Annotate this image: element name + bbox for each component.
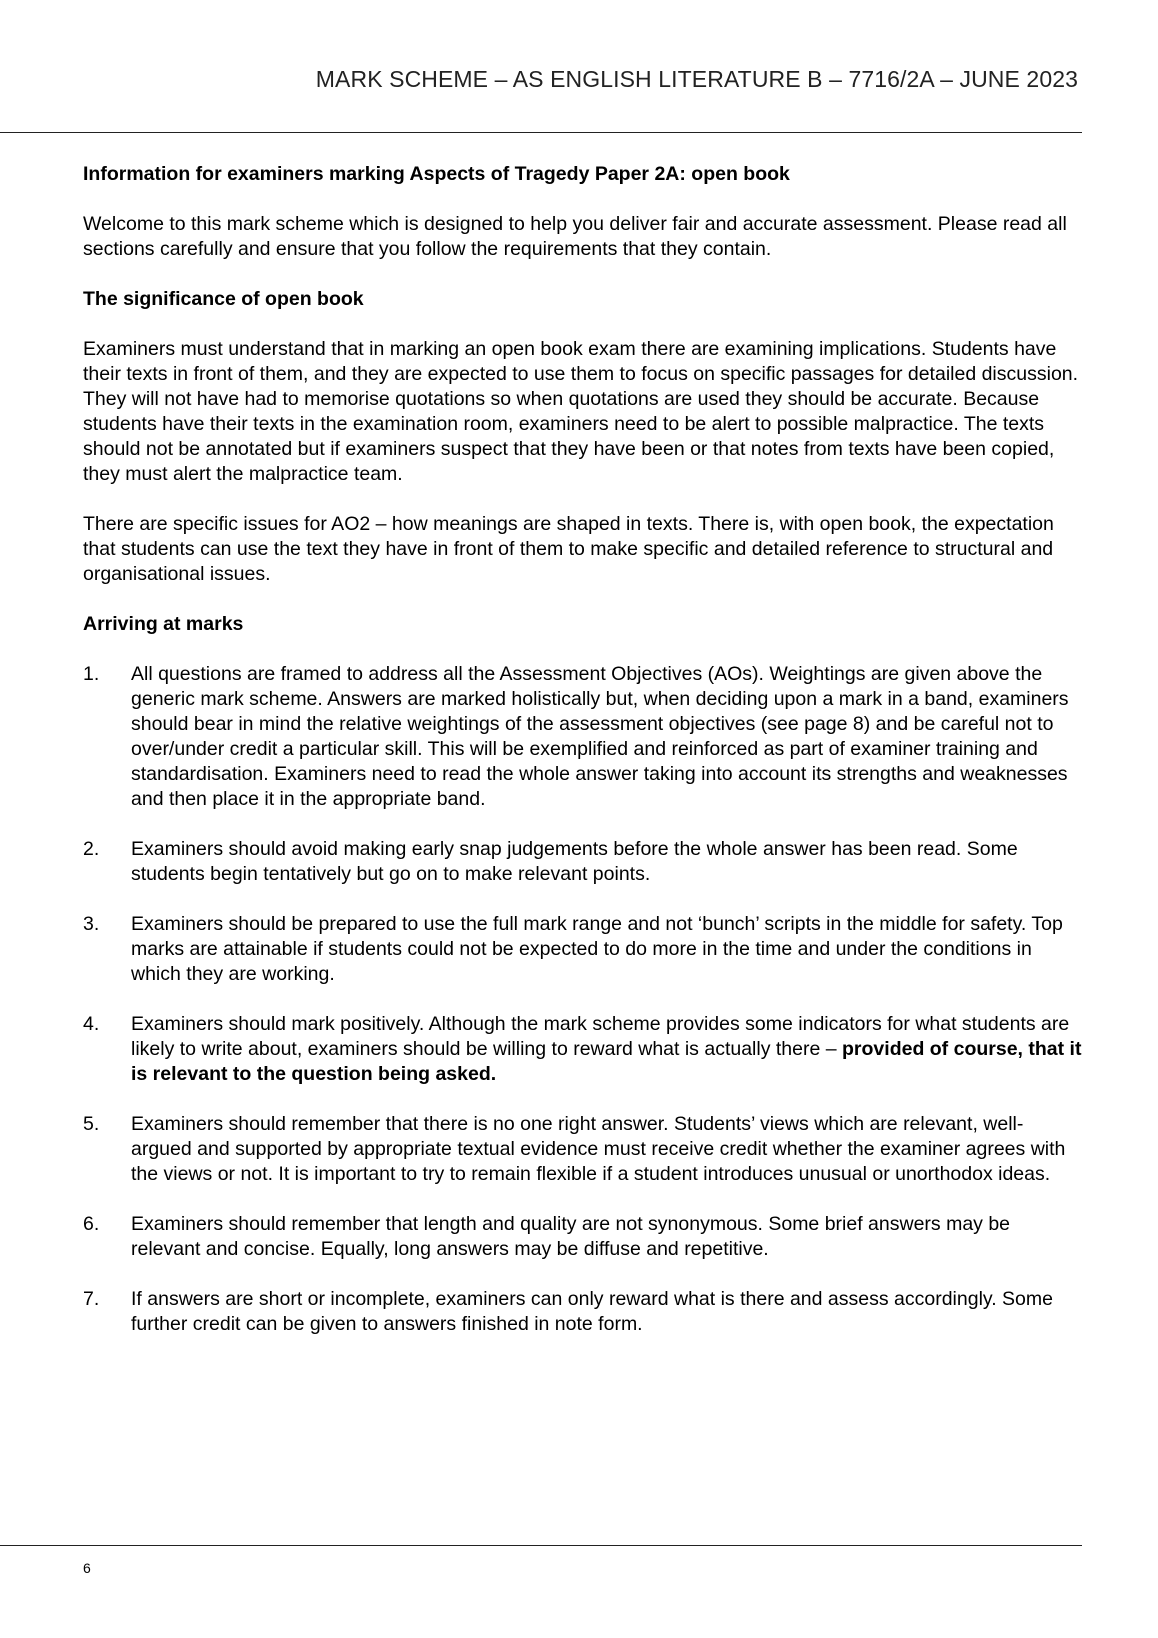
list-item-number: 7. xyxy=(83,1288,100,1310)
list-item-number: 5. xyxy=(83,1113,100,1135)
open-book-paragraph-2: There are specific issues for AO2 – how meanings are shaped in texts. There is, with open book, the expectation that students can use the text they have in front of them to make specific and detailed reference to structural and organisational issues. xyxy=(83,513,1054,585)
list-item-text: Examiners should mark positively. Although the mark scheme provides some indicators for what students are likely to write about, examiners should be willing to reward what is actually there – xyxy=(131,1013,1070,1060)
footer-divider xyxy=(0,1545,1082,1546)
welcome-paragraph: Welcome to this mark scheme which is designed to help you deliver fair and accurate assessment. Please read all sections carefully and ensure that you follow the requirements that they contain. xyxy=(83,213,1067,260)
header-divider xyxy=(0,132,1082,133)
list-item xyxy=(83,662,1083,812)
list-item-text: Examiners should remember that there is no one right answer. Students’ views which are relevant, well-argued and supported by appropriate textual evidence must receive credit whether the examiner agrees with the views or not. It is important to try to remain flexible if a student introduces unusual or unorthodox ideas. xyxy=(131,1113,1066,1185)
list-item xyxy=(83,837,1083,887)
list-item-text: Examiners should be prepared to use the full mark range and not ‘bunch’ scripts in the middle for safety. Top marks are attainable if students could not be expected to do more in the time and under the conditions in which they are working. xyxy=(131,913,1063,985)
list-item-number: 1. xyxy=(83,663,100,685)
list-item-text: Examiners should remember that length and quality are not synonymous. Some brief answers may be relevant and concise. Equally, long answers may be diffuse and repetitive. xyxy=(131,1213,1011,1260)
list-item-text: If answers are short or incomplete, examiners can only reward what is there and assess accordingly. Some further credit can be given to answers finished in note form. xyxy=(131,1288,1053,1335)
open-book-paragraph-1: Examiners must understand that in marking an open book exam there are examining implications. Students have their texts in front of them, and they are expected to use them to focus on specific passages for detailed discussion. They will not have had to memorise quotations so when quotations are used they should be accurate. Because students have their texts in the examination room, examiners need to be alert to possible malpractice. The texts should not be annotated but if examiners suspect that they have been or that notes from texts have been copied, they must alert the malpractice team. xyxy=(83,338,1079,485)
list-item xyxy=(83,1012,1083,1087)
list-item-number: 4. xyxy=(83,1013,100,1035)
list-item xyxy=(83,912,1083,987)
list-item xyxy=(83,1287,1083,1337)
list-item-bold-text: provided of course, that it is relevant to the question being asked. xyxy=(131,1038,1082,1085)
open-book-heading: The significance of open book xyxy=(83,288,364,310)
list-item-number: 6. xyxy=(83,1213,100,1235)
list-item-text: Examiners should avoid making early snap judgements before the whole answer has been read. Some students begin tentatively but go on to make relevant points. xyxy=(131,838,1018,885)
page-number: 6 xyxy=(83,1560,91,1576)
arriving-at-marks-heading: Arriving at marks xyxy=(83,613,244,635)
list-item-text: All questions are framed to address all the Assessment Objectives (AOs). Weightings are given above the generic mark scheme. Answers are marked holistically but, when deciding upon a mark in a band, examiners should bear in mind the relative weightings of the assessment objectives (see page 8) and be careful not to over/under credit a particular skill. This will be exemplified and reinforced as part of examiner training and standardisation. Examiners need to read the whole answer taking into account its strengths and weaknesses and then place it in the appropriate band. xyxy=(131,663,1069,810)
list-item xyxy=(83,1112,1083,1187)
header-title: MARK SCHEME – AS ENGLISH LITERATURE B – 7716/2A – JUNE 2023 xyxy=(315,66,1078,92)
main-content xyxy=(83,162,1083,1362)
list-item xyxy=(83,1212,1083,1262)
list-item-number: 3. xyxy=(83,913,100,935)
list-item-number: 2. xyxy=(83,838,100,860)
marking-guidelines-list xyxy=(83,662,1083,1337)
info-heading: Information for examiners marking Aspects of Tragedy Paper 2A: open book xyxy=(83,163,790,185)
